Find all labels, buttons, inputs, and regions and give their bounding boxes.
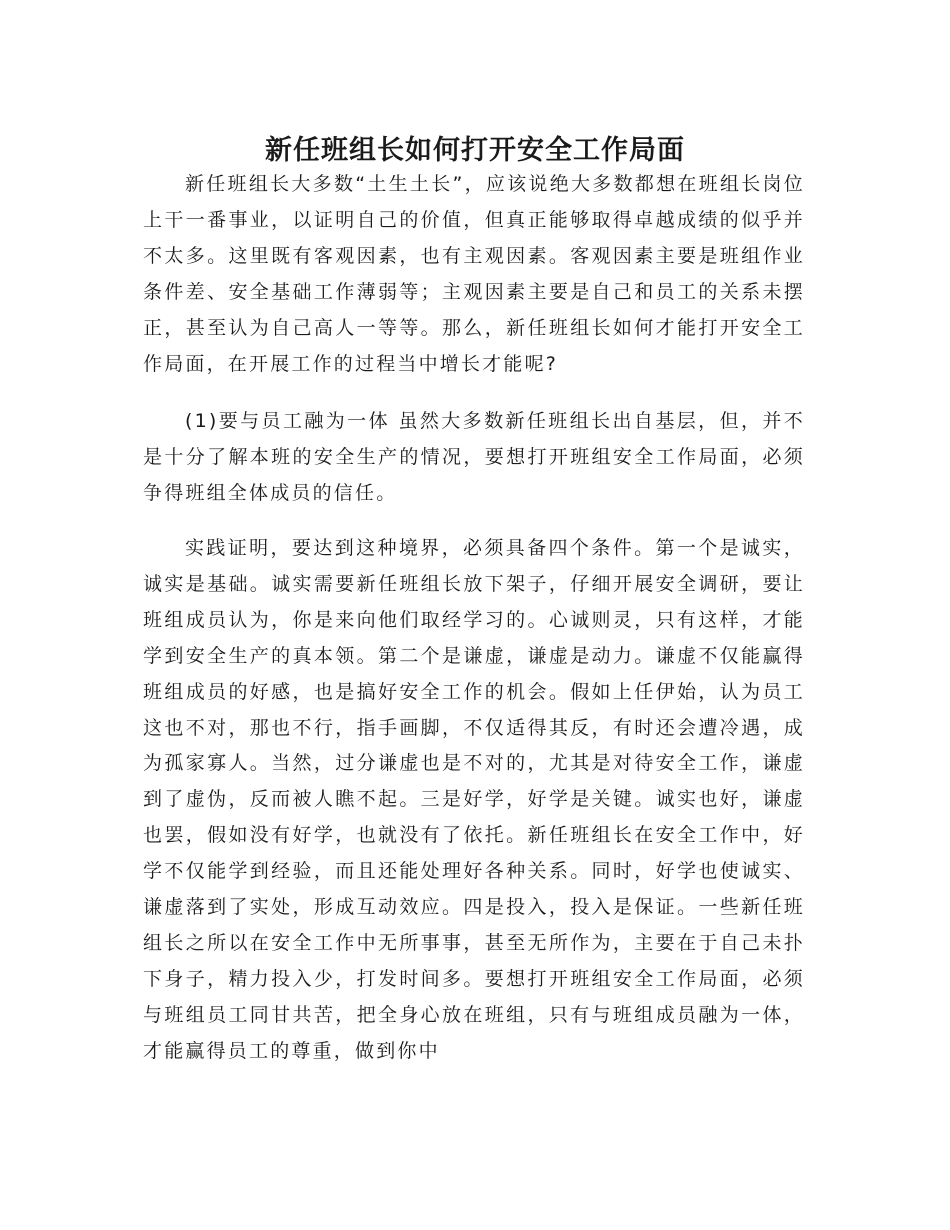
document-title: 新任班组长如何打开安全工作局面 (265, 135, 685, 167)
paragraph-four-conditions: 实践证明，要达到这种境界，必须具备四个条件。第一个是诚实，诚实是基础。诚实需要新任班组长放下架子，仔细开展安全调研，要让班组成员认为，你是来向他们取经学习的。心诚则灵，只有这样，才能学到安全生产的真本领。第二个是谦虚，谦虚是动力。谦虚不仅能赢得班组成员的好感，也是搞好安全工作的机会。假如上任伊始，认为员工这也不对，那也不行，指手画脚，不仅适得其反，有时还会遭冷遇，成为孤家寡人。当然，过分谦虚也是不对的，尤其是对待安全工作，谦虚到了虚伪，反而被人瞧不起。三是好学，好学是关键。诚实也好，谦虚也罢，假如没有好学，也就没有了依托。新任班组长在安全工作中，好学不仅能学到经验，而且还能处理好各种关系。同时，好学也使诚实、谦虚落到了实处，形成互动效应。四是投入，投入是保证。一些新任班组长之所以在安全工作中无所事事，甚至无所作为，主要在于自己未扑下身子，精力投入少，打发时间多。要想打开班组安全工作局面，必须与班组员工同甘共苦，把全身心放在班组，只有与班组成员融为一体，才能赢得员工的尊重，做到你中 (143, 537, 805, 1062)
paragraph-point-1: (1)要与员工融为一体 虽然大多数新任班组长出自基层，但，并不是十分了解本班的安全生产的情况，要想打开班组安全工作局面，必须争得班组全体成员的信任。 (143, 410, 805, 504)
paragraph-intro: 新任班组长大多数“土生土长”，应该说绝大多数都想在班组长岗位上干一番事业，以证明自己的价值，但真正能够取得卓越成绩的似乎并不太多。这里既有客观因素，也有主观因素。客观因素主要是班组作业条件差、安全基础工作薄弱等；主观因素主要是自己和员工的关系未摆正，甚至认为自己高人一等等。那么，新任班组长如何才能打开安全工作局面，在开展工作的过程当中增长才能呢? (143, 173, 805, 375)
